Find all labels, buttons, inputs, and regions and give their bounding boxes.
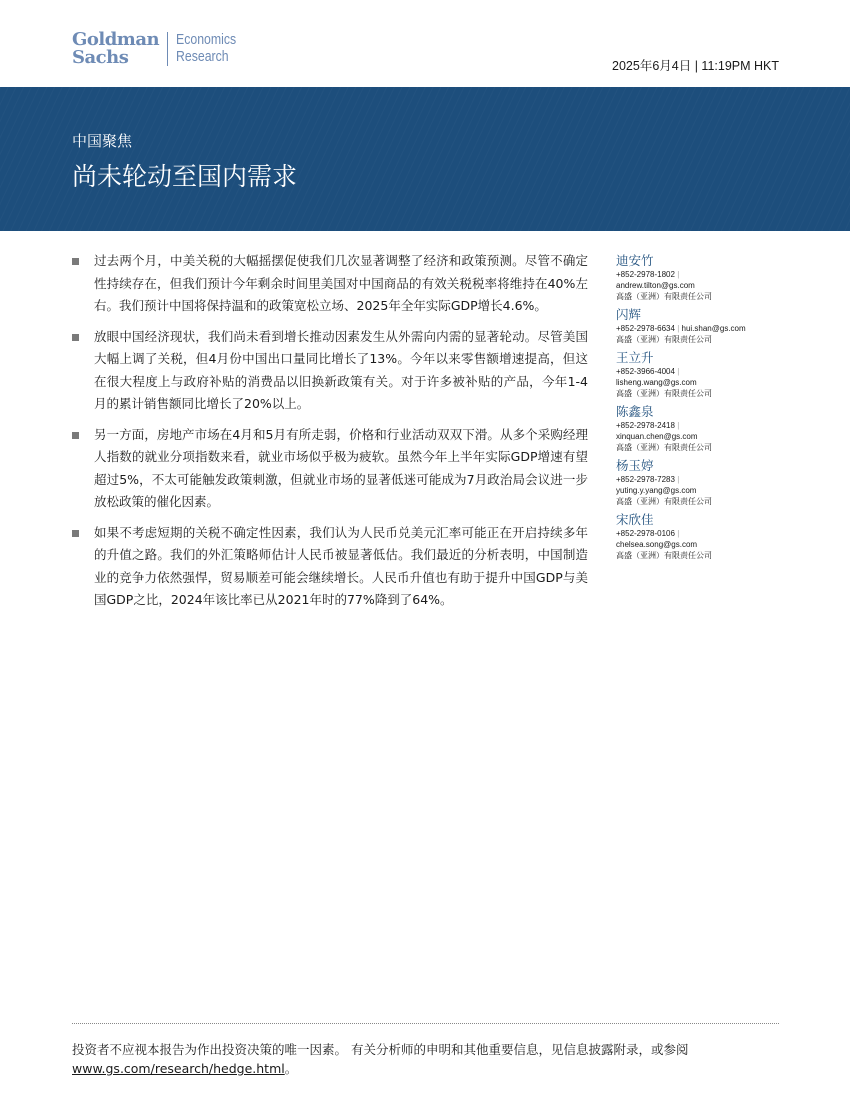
- summary-bullet: [72, 250, 588, 318]
- publication-date: 2025年6月4日 | 11:19PM HKT: [612, 59, 779, 73]
- author-firm: 高盛（亚洲）有限责任公司: [616, 335, 712, 344]
- logo-line-sachs: Sachs: [72, 47, 129, 68]
- bullet-square-icon: [72, 432, 79, 439]
- author-firm: 高盛（亚洲）有限责任公司: [616, 389, 712, 398]
- author-firm: 高盛（亚洲）有限责任公司: [616, 292, 712, 301]
- logo-divider: [167, 32, 168, 66]
- author-email[interactable]: andrew.tilton@gs.com: [616, 281, 695, 290]
- bullet-text: 过去两个月，中美关税的大幅摇摆促使我们几次显著调整了经济和政策预测。尽管不确定性持续存在，但我们预计今年剩余时间里美国对中国商品的有效关税税率将维持在40%左右。我们预计中国将保持温和的政策宽松立场、2025年全年实际GDP增长4.6%。: [94, 253, 588, 313]
- summary-bullet: [72, 522, 588, 612]
- author-phone: +852-2978-7283: [616, 475, 675, 484]
- goldman-sachs-logo: [72, 31, 249, 67]
- bullet-text: 放眼中国经济现状，我们尚未看到增长推动因素发生从外需向内需的显著轮动。尽管美国大幅上调了关税，但4月份中国出口量同比增长了13%。今年以来零售额增速提高，但这在很大程度上与政府补贴的消费品以旧换新政策有关。对于许多被补贴的产品，今年1-4月的累计销售额同比增长了20%以上。: [94, 328, 588, 411]
- author-entry: [616, 252, 786, 302]
- author-firm: 高盛（亚洲）有限责任公司: [616, 551, 712, 560]
- author-email[interactable]: hui.shan@gs.com: [681, 324, 746, 333]
- author-entry: [616, 349, 786, 399]
- author-phone: +852-2978-2418: [616, 421, 675, 430]
- author-phone-line: +852-2978-2418 |: [616, 421, 680, 430]
- footer-divider: [72, 1023, 779, 1024]
- author-phone-line: +852-2978-0106 |: [616, 529, 680, 538]
- division-line-economics: Economics: [176, 31, 237, 48]
- author-email[interactable]: chelsea.song@gs.com: [616, 540, 698, 549]
- disclaimer-suffix: 。: [284, 1061, 298, 1076]
- author-name[interactable]: 宋欣佳: [616, 512, 654, 527]
- author-list: [616, 252, 786, 565]
- logo-line-goldman: Goldman: [72, 29, 160, 50]
- author-entry: [616, 306, 786, 345]
- division-line-research: Research: [176, 48, 229, 65]
- author-name[interactable]: 迪安竹: [616, 253, 654, 268]
- report-title: 尚未轮动至国内需求: [72, 162, 298, 191]
- summary-bullet: [72, 424, 588, 514]
- series-kicker: 中国聚焦: [72, 132, 133, 150]
- summary-bullet: [72, 326, 588, 416]
- author-name[interactable]: 闪辉: [616, 307, 642, 322]
- disclaimer-text: 投资者不应视本报告为作出投资决策的唯一因素。 有关分析师的申明和其他重要信息，见信息披露附录，或参阅: [72, 1042, 689, 1057]
- author-entry: [616, 511, 786, 561]
- bullet-text: 另一方面，房地产市场在4月和5月有所走弱，价格和行业活动双双下滑。从多个采购经理人指数的就业分项指数来看，就业市场似乎极为疲软。虽然今年上半年实际GDP增速有望超过5%，不太可能触发政策刺激，但就业市场的显著低迷可能成为7月政治局会议进一步放松政策的催化因素。: [94, 426, 588, 509]
- author-email[interactable]: xinquan.chen@gs.com: [616, 432, 698, 441]
- author-phone: +852-3966-4004: [616, 367, 675, 376]
- logo-wordmark: [72, 31, 159, 67]
- author-name[interactable]: 杨玉婷: [616, 458, 654, 473]
- author-email[interactable]: lisheng.wang@gs.com: [616, 378, 697, 387]
- summary-bullets: [72, 250, 588, 620]
- author-phone-line: +852-3966-4004 |: [616, 367, 680, 376]
- division-name: [176, 31, 249, 65]
- author-entry: [616, 457, 786, 507]
- author-phone-line: +852-2978-6634 | hui.shan@gs.com: [616, 324, 746, 333]
- author-phone-line: +852-2978-7283 |: [616, 475, 680, 484]
- title-banner: [0, 87, 850, 231]
- author-firm: 高盛（亚洲）有限责任公司: [616, 443, 712, 452]
- bullet-square-icon: [72, 530, 79, 537]
- bullet-text: 如果不考虑短期的关税不确定性因素，我们认为人民币兑美元汇率可能正在开启持续多年的升值之路。我们的外汇策略师估计人民币被显著低估。我们最近的分析表明，中国制造业的竞争力依然强悍，贸易顺差可能会继续增长。人民币升值也有助于提升中国GDP与美国GDP之比，2024年该比率已从2021年时的77%降到了64%。: [94, 524, 588, 607]
- author-entry: [616, 403, 786, 453]
- author-name[interactable]: 陈鑫泉: [616, 404, 654, 419]
- disclosure-link[interactable]: www.gs.com/research/hedge.html: [72, 1061, 285, 1076]
- footer-disclaimer: [72, 1040, 782, 1078]
- author-phone: +852-2978-6634: [616, 324, 675, 333]
- author-firm: 高盛（亚洲）有限责任公司: [616, 497, 712, 506]
- bullet-square-icon: [72, 334, 79, 341]
- bullet-square-icon: [72, 258, 79, 265]
- author-name[interactable]: 王立升: [616, 350, 654, 365]
- author-email[interactable]: yuting.y.yang@gs.com: [616, 486, 697, 495]
- author-phone-line: +852-2978-1802 |: [616, 270, 680, 279]
- author-phone: +852-2978-0106: [616, 529, 675, 538]
- author-phone: +852-2978-1802: [616, 270, 675, 279]
